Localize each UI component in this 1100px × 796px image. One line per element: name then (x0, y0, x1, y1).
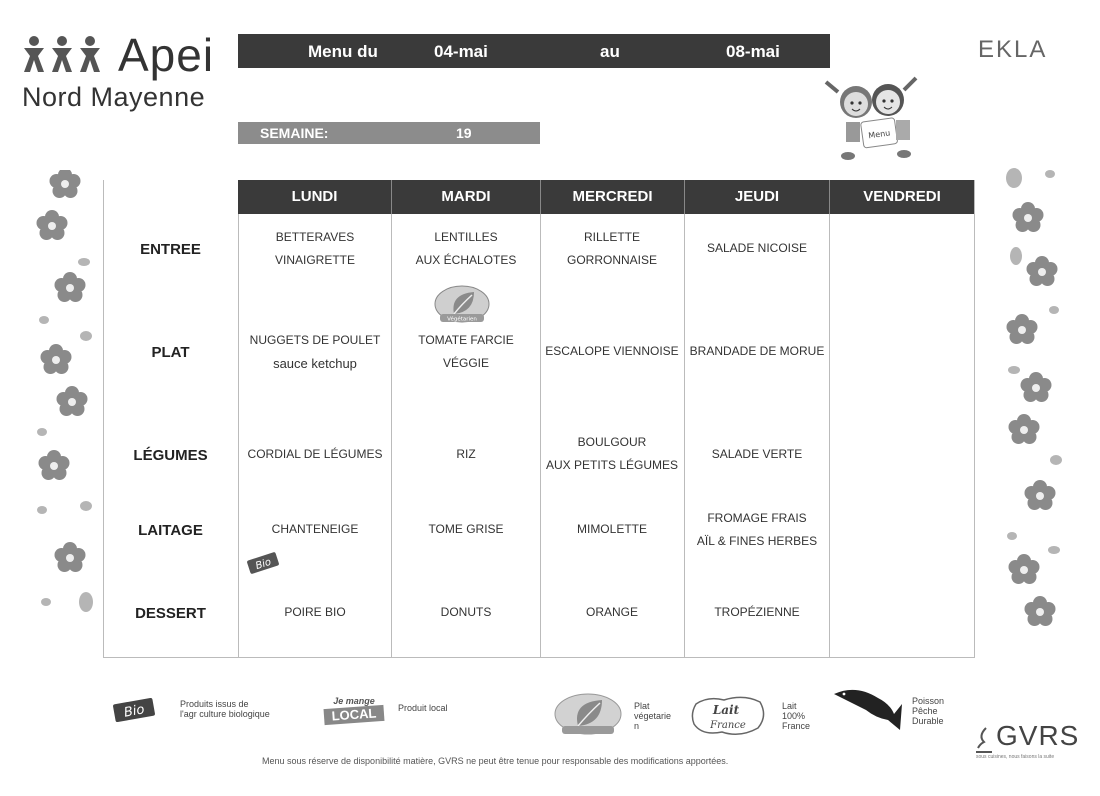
menu-cell (537, 518, 687, 541)
menu-cell (682, 237, 832, 260)
legend-line: Lait (782, 701, 797, 711)
flower-icon (1009, 414, 1040, 444)
row-label-plat: PLAT (151, 344, 190, 361)
day-header-lundi: LUNDI (238, 180, 391, 214)
legend-line: Plat (634, 701, 650, 711)
dish-line: VINAIGRETTE (274, 253, 355, 267)
dish-line: NUGGETS DE POULET (249, 333, 381, 347)
dish-line: LENTILLES (434, 230, 498, 244)
logo-subtitle: Nord Mayenne (22, 82, 206, 112)
day-header-jeudi: JEUDI (685, 180, 829, 214)
flower-icon (1025, 480, 1056, 510)
legend-line: Produits issus de (180, 699, 249, 709)
flowers-left-decoration (30, 170, 100, 640)
disclaimer: Menu sous réserve de disponibilité matière, GVRS ne peut être tenue pour responsable des modifications apportées. (262, 756, 729, 766)
legend-line: n (634, 721, 640, 731)
legend-lait-text (782, 701, 810, 731)
menu-cell (682, 443, 832, 466)
flower-icon (55, 272, 86, 302)
table-bottom-line (103, 657, 975, 658)
menu-cell (240, 518, 390, 541)
dish-line: sauce ketchup (273, 356, 357, 371)
menu-cell (682, 507, 832, 553)
legend-line: Durable (912, 716, 944, 726)
dish-line: FROMAGE FRAIS (707, 511, 807, 525)
bio-badge-label: Bio (254, 556, 273, 573)
dish-line: BRANDADE DE MORUE (689, 344, 825, 358)
menu-cell (537, 601, 687, 624)
bio-logo-icon (110, 696, 158, 724)
legend-line: Poisson (912, 696, 945, 706)
legend-bio-text (180, 699, 270, 719)
menu-cell (391, 329, 541, 375)
flower-icon (41, 344, 72, 374)
legend-veg-text (634, 701, 671, 731)
legend-line: Pêche (912, 706, 938, 716)
day-header-mardi: MARDI (392, 180, 540, 214)
dish-line: SALADE NICOISE (706, 241, 808, 255)
menu-cell (240, 443, 390, 466)
flowers-right-decoration (1000, 160, 1070, 650)
gvrs-logo-text: GVRS (996, 720, 1080, 751)
flower-icon (1009, 554, 1040, 584)
dish-line: CHANTENEIGE (271, 522, 359, 536)
local-logo (322, 696, 386, 726)
menu-cell (391, 601, 541, 624)
legend-local-text: Produit local (398, 703, 448, 713)
column-divider (974, 180, 975, 658)
menu-cell (240, 329, 390, 375)
dish-line: VÉGGIE (442, 356, 489, 370)
ekla-logo: EKLA (978, 36, 1048, 63)
menu-cell (240, 226, 390, 272)
bio-badge (246, 552, 280, 574)
au-label: au (600, 42, 620, 61)
flower-icon (55, 542, 86, 572)
menu-cell (537, 431, 687, 477)
row-label-laitage: LAITAGE (138, 522, 203, 539)
dish-line: TOMATE FARCIE (418, 333, 514, 347)
veg-badge-label: Végétarien (447, 316, 477, 323)
lait-france-logo (688, 694, 770, 738)
dish-line: SALADE VERTE (711, 447, 803, 461)
kids-holding-menu-icon (818, 70, 928, 166)
fish-icon (832, 684, 906, 736)
legend-poisson-text (912, 696, 944, 726)
gvrs-logo (972, 720, 1080, 766)
legend-line: végetarie (634, 711, 672, 721)
menu-du-label: Menu du (308, 42, 378, 61)
menu-cell (682, 601, 832, 624)
flower-icon (1007, 314, 1038, 344)
dish-line: DONUTS (440, 605, 492, 619)
flower-icon (37, 210, 68, 240)
week-number: 19 (456, 125, 472, 141)
menu-dates-bar (238, 34, 830, 68)
dish-line: POIRE BIO (284, 605, 346, 619)
start-date: 04-mai (434, 42, 488, 61)
leaf-icon (432, 284, 492, 326)
dish-line: GORRONNAISE (566, 253, 657, 267)
week-label: SEMAINE: (260, 125, 329, 141)
apei-figures-icon (22, 34, 112, 74)
header-divider (684, 180, 685, 214)
lait-logo-line1: Lait (712, 703, 740, 717)
gvrs-flame-icon (974, 726, 994, 754)
legend-line: France (782, 721, 811, 731)
dish-line: TOME GRISE (428, 522, 504, 536)
flower-icon (1013, 202, 1044, 232)
dish-line: TROPÉZIENNE (714, 605, 800, 619)
dish-line: CORDIAL DE LÉGUMES (247, 447, 383, 461)
dish-line: RILLETTE (583, 230, 640, 244)
flower-icon (1021, 372, 1052, 402)
menu-cell (537, 226, 687, 272)
bio-logo-text: Bio (122, 702, 146, 721)
flower-icon (39, 450, 70, 480)
day-header-mercredi: MERCREDI (541, 180, 684, 214)
menu-cell (682, 340, 832, 363)
dish-line: AÏL & FINES HERBES (696, 534, 818, 548)
leaf-icon (552, 692, 624, 738)
day-header-vendredi: VENDREDI (830, 180, 974, 214)
logo-name: Apei (118, 29, 215, 81)
week-bar (238, 122, 540, 144)
flower-icon (1025, 596, 1056, 626)
flower-icon (57, 386, 88, 416)
local-logo-line1: Je mange (333, 696, 375, 706)
legend-line: 100% (782, 711, 806, 721)
menu-cell (391, 443, 541, 466)
menu-cell (240, 601, 390, 624)
local-logo-line2: LOCAL (324, 705, 385, 725)
row-label-dessert: DESSERT (135, 605, 206, 622)
dish-line: RIZ (456, 447, 476, 461)
gvrs-tagline: sous cuisines, nous faisons la suite (976, 754, 1055, 760)
header-divider (540, 180, 541, 214)
dish-line: ORANGE (585, 605, 638, 619)
row-label-entree: ENTREE (140, 241, 201, 258)
dish-line: AUX PETITS LÉGUMES (545, 458, 679, 472)
end-date: 08-mai (726, 42, 780, 61)
legend-line: l'agr culture biologique (180, 709, 270, 719)
flower-icon (1027, 256, 1058, 286)
menu-cell (391, 518, 541, 541)
menu-cell (391, 226, 541, 272)
column-divider (238, 180, 239, 658)
header-divider (391, 180, 392, 214)
menu-cell (537, 340, 687, 363)
dish-line: MIMOLETTE (576, 522, 647, 536)
apei-logo (22, 30, 242, 110)
kids-menu-label: Menu (867, 128, 891, 141)
flower-icon (50, 170, 81, 198)
dish-line: ESCALOPE VIENNOISE (545, 344, 679, 358)
header-divider (829, 180, 830, 214)
dish-line: AUX ÉCHALOTES (415, 253, 517, 267)
lait-logo-line2: France (710, 720, 746, 731)
dish-line: BOULGOUR (577, 435, 647, 449)
row-label-legumes: LÉGUMES (133, 447, 208, 464)
dish-line: BETTERAVES (275, 230, 355, 244)
